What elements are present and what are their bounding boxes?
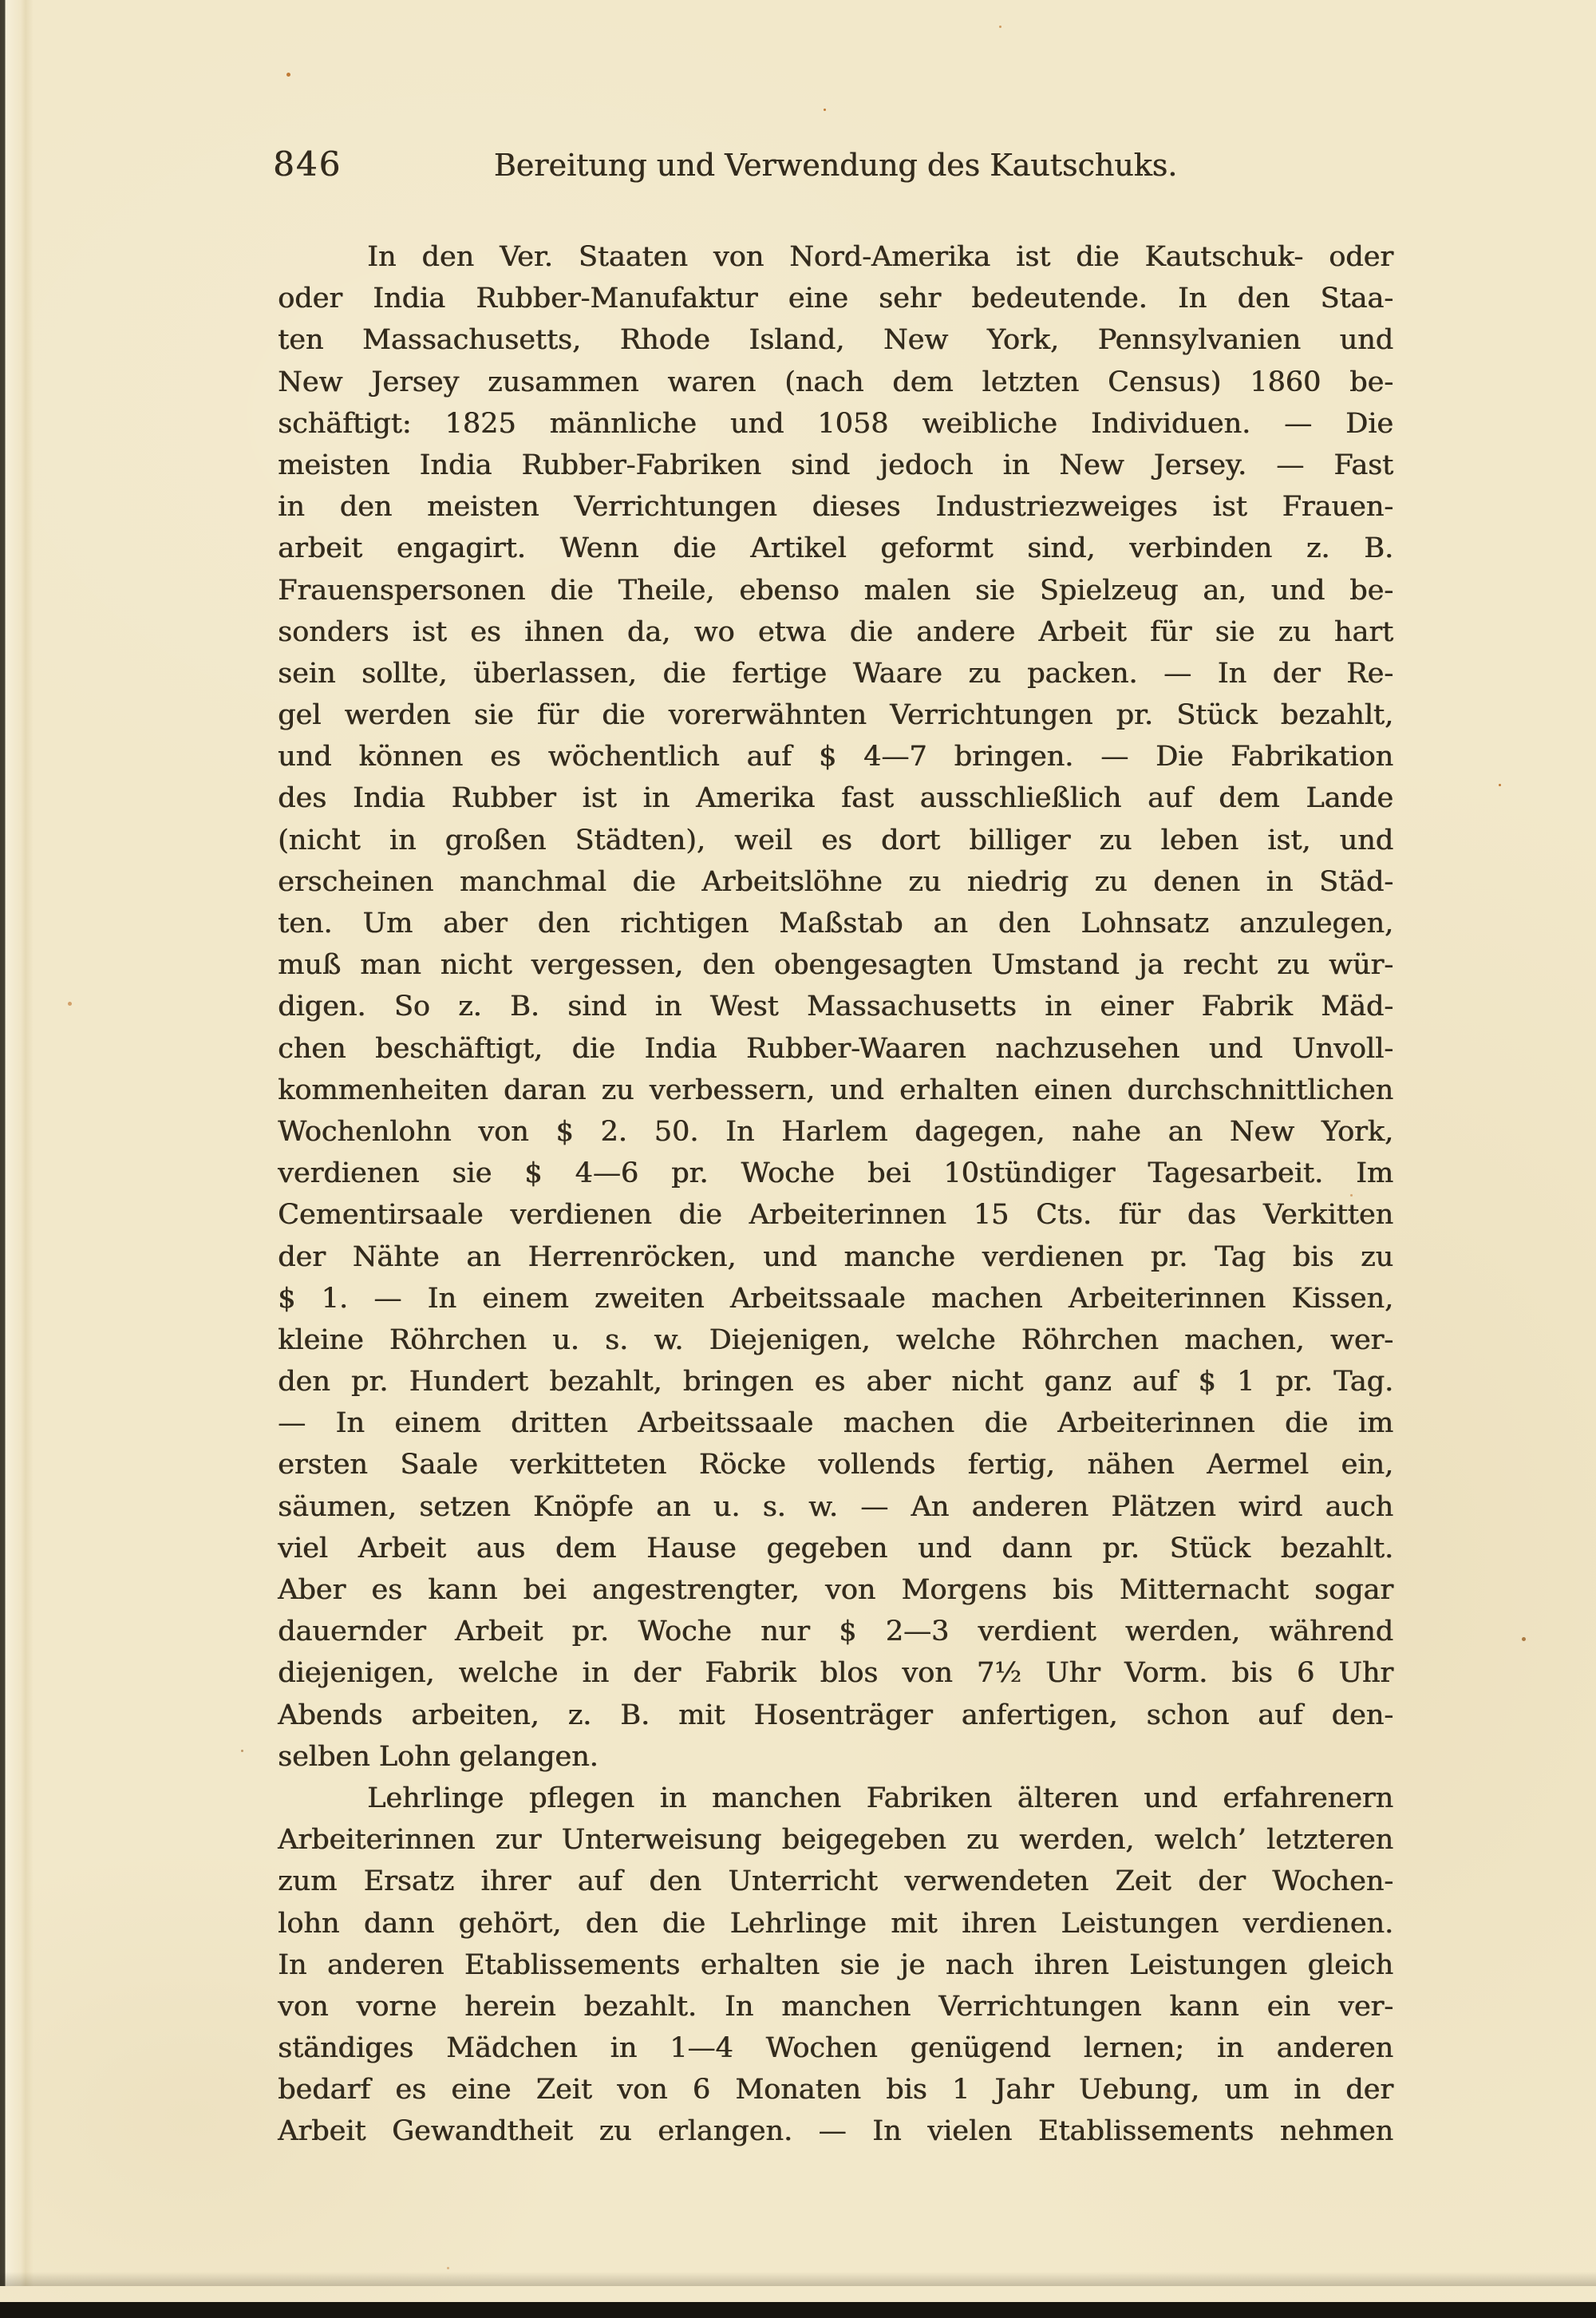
text-line: digen. So z. B. sind in West Massachusetts in einer Fabrik Mäd-: [278, 991, 1393, 1023]
text-line: chen beschäftigt, die India Rubber-Waaren nachzusehen und Unvoll-: [278, 1032, 1393, 1065]
text-line: verdienen sie $ 4—6 pr. Woche bei 10stündiger Tagesarbeit. Im: [278, 1157, 1393, 1190]
text-line: zum Ersatz ihrer auf den Unterricht verwendeten Zeit der Wochen-: [278, 1865, 1393, 1898]
text-line: Abends arbeiten, z. B. mit Hosenträger anfertigen, schon auf den-: [278, 1699, 1393, 1731]
text-line: Arbeit Gewandtheit zu erlangen. — In vielen Etablissements nehmen: [278, 2115, 1393, 2148]
text-line: von vorne herein bezahlt. In manchen Verrichtungen kann ein ver-: [278, 1990, 1393, 2023]
text-line: viel Arbeit aus dem Hause gegeben und dann pr. Stück bezahlt.: [278, 1532, 1393, 1564]
text-line: New Jersey zusammen waren (nach dem letzten Census) 1860 be-: [278, 366, 1393, 398]
text-line: ten Massachusetts, Rhode Island, New York, Pennsylvanien und: [278, 324, 1393, 357]
text-line: Arbeiterinnen zur Unterweisung beigegeben zu werden, welch’ letzteren: [278, 1824, 1393, 1857]
text-line: sonders ist es ihnen da, wo etwa die andere Arbeit für sie zu hart: [278, 615, 1393, 648]
text-line: (nicht in großen Städten), weil es dort billiger zu leben ist, und: [278, 824, 1393, 856]
text-line: schäftigt: 1825 männliche und 1058 weibliche Individuen. — Die: [278, 407, 1393, 440]
text-line: Aber es kann bei angestrengter, von Morgens bis Mitternacht sogar: [278, 1574, 1393, 1606]
page-header: [273, 142, 1393, 190]
text-line: $ 1. — In einem zweiten Arbeitssaale machen Arbeiterinnen Kissen,: [278, 1282, 1393, 1315]
paragraph: [278, 1778, 1393, 2153]
text-line: und können es wöchentlich auf $ 4—7 bringen. — Die Fabrikation: [278, 741, 1393, 773]
text-line: sein sollte, überlassen, die fertige Waare zu packen. — In der Re-: [278, 657, 1393, 690]
text-line: ersten Saale verkitteten Röcke vollends fertig, nähen Aermel ein,: [278, 1449, 1393, 1481]
text-line: ten. Um aber den richtigen Maßstab an den Lohnsatz anzulegen,: [278, 908, 1393, 939]
text-line: meisten India Rubber-Fabriken sind jedoch in New Jersey. — Fast: [278, 449, 1393, 481]
text-line: kleine Röhrchen u. s. w. Diejenigen, welche Röhrchen machen, wer-: [278, 1323, 1393, 1356]
running-header: Bereitung und Verwendung des Kautschuks.: [493, 148, 1178, 183]
page-body: [278, 236, 1393, 2153]
text-line: lohn dann gehört, den die Lehrlinge mit ihren Leistungen verdienen.: [278, 1907, 1393, 1940]
scan-background-strip: [0, 2302, 1596, 2318]
text-line: arbeit engagirt. Wenn die Artikel geformt sind, verbinden z. B.: [278, 532, 1393, 565]
text-line: in den meisten Verrichtungen dieses Industriezweiges ist Frauen-: [278, 491, 1393, 524]
text-line: erscheinen manchmal die Arbeitslöhne zu niedrig zu denen in Städ-: [278, 865, 1393, 898]
text-line: oder India Rubber-Manufaktur eine sehr bedeutende. In den Staa-: [278, 283, 1393, 315]
text-line: diejenigen, welche in der Fabrik blos von 7½ Uhr Vorm. bis 6 Uhr: [278, 1657, 1393, 1690]
text-line: gel werden sie für die vorerwähnten Verrichtungen pr. Stück bezahlt,: [278, 699, 1393, 732]
page-left-edge: [0, 0, 34, 2286]
text-line: In den Ver. Staaten von Nord-Amerika ist die Kautschuk- oder: [367, 241, 1393, 273]
text-line: muß man nicht vergessen, den obengesagten Umstand ja recht zu wür-: [278, 949, 1393, 982]
text-line: dauernder Arbeit pr. Woche nur $ 2—3 verdient werden, während: [278, 1616, 1393, 1648]
text-line: den pr. Hundert bezahlt, bringen es aber nicht ganz auf $ 1 pr. Tag.: [278, 1366, 1393, 1398]
page-number: 846: [273, 144, 342, 184]
paragraph: [278, 236, 1393, 1778]
text-line: Wochenlohn von $ 2. 50. In Harlem dagegen, nahe an New York,: [278, 1115, 1393, 1148]
text-line: Cementirsaale verdienen die Arbeiterinnen 15 Cts. für das Verkitten: [278, 1199, 1393, 1232]
text-line: kommenheiten daran zu verbessern, und erhalten einen durchschnittlichen: [278, 1074, 1393, 1106]
page-bottom-shadow: [0, 2272, 1596, 2286]
text-line: In anderen Etablissements erhalten sie je nach ihren Leistungen gleich: [278, 1948, 1393, 1981]
text-line: des India Rubber ist in Amerika fast ausschließlich auf dem Lande: [278, 782, 1393, 815]
text-line: ständiges Mädchen in 1—4 Wochen genügend lernen; in anderen: [278, 2032, 1393, 2065]
text-line: bedarf es eine Zeit von 6 Monaten bis 1 Jahr Uebung, um in der: [278, 2074, 1393, 2106]
text-line: Frauenspersonen die Theile, ebenso malen sie Spielzeug an, und be-: [278, 574, 1393, 607]
text-line: selben Lohn gelangen.: [278, 1740, 598, 1773]
text-line: der Nähte an Herrenröcken, und manche verdienen pr. Tag bis zu: [278, 1240, 1393, 1273]
text-line: Lehrlinge pflegen in manchen Fabriken älteren und erfahrenern: [367, 1782, 1393, 1814]
text-line: säumen, setzen Knöpfe an u. s. w. — An anderen Plätzen wird auch: [278, 1490, 1393, 1523]
text-line: — In einem dritten Arbeitssaale machen die Arbeiterinnen die im: [278, 1407, 1393, 1440]
